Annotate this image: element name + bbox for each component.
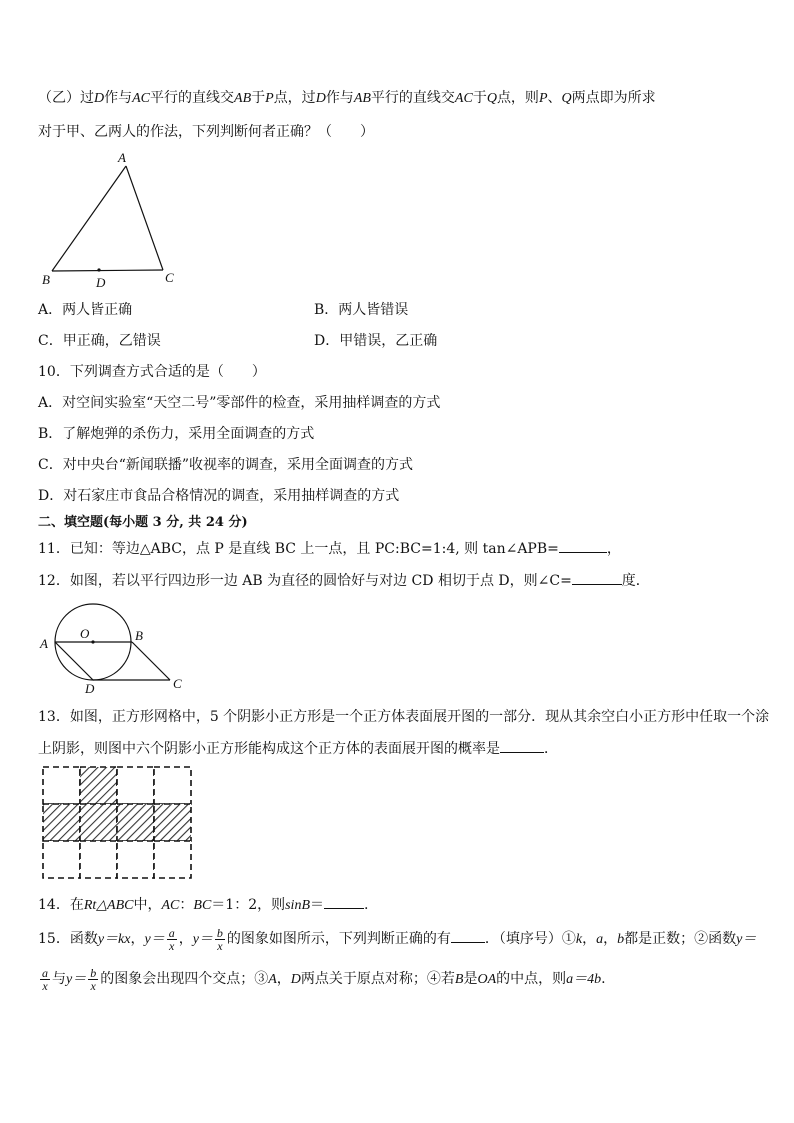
point-label: D bbox=[94, 91, 105, 106]
text: 的中点，则 bbox=[496, 971, 567, 987]
q12-text: 12．如图，若以平行四边形一边 AB 为直径的圆恰好与对边 CD 相切于点 D，则∠C= bbox=[38, 573, 572, 589]
point-o bbox=[91, 640, 94, 643]
text: 与 bbox=[52, 971, 66, 987]
numerator: b bbox=[216, 925, 223, 940]
math: k bbox=[575, 932, 583, 947]
math: y＝ bbox=[66, 972, 87, 987]
fraction-a-over-x bbox=[40, 967, 50, 992]
q13-text: 上阴影，则图中六个阴影小正方形能构成这个正方体的表面展开图的概率是 bbox=[38, 741, 500, 757]
label-o: O bbox=[80, 626, 90, 641]
math: sinB bbox=[285, 898, 310, 913]
math: A bbox=[268, 972, 277, 987]
text: ， bbox=[582, 931, 597, 947]
q10-stem: 10．下列调查方式合适的是（ ） bbox=[38, 364, 266, 380]
segment-label: AC bbox=[454, 91, 473, 106]
grid-cell-shaded bbox=[80, 767, 117, 804]
grid-cell-blank bbox=[154, 841, 191, 878]
q10-option-c: C．对中央台“新闻联播”收视率的调查，采用全面调查的方式 bbox=[38, 457, 414, 473]
denominator: x bbox=[90, 978, 96, 993]
grid-cell-blank bbox=[80, 841, 117, 878]
text: 两点即为所求 bbox=[571, 90, 656, 106]
q9-option-a: A．两人皆正确 bbox=[38, 302, 133, 318]
q9-option-c: C．甲正确，乙错误 bbox=[38, 333, 161, 349]
point-d bbox=[97, 268, 100, 271]
math: b bbox=[617, 932, 625, 947]
text: ．（填序号）① bbox=[484, 931, 576, 947]
text: ． bbox=[544, 741, 558, 757]
text: 中， bbox=[133, 897, 162, 913]
grid-cell-shaded bbox=[117, 804, 154, 841]
math: a bbox=[596, 932, 604, 947]
point-label: Q bbox=[561, 91, 572, 106]
label-c: C bbox=[173, 676, 182, 691]
text: 14．在 bbox=[38, 897, 84, 913]
q9-option-d: D．甲错误，乙正确 bbox=[314, 333, 438, 349]
grid-cell-blank bbox=[117, 767, 154, 804]
q15-line1 bbox=[38, 926, 756, 953]
label-d: D bbox=[85, 681, 95, 696]
parallelogram-circle-figure bbox=[36, 600, 196, 700]
math: y＝kx bbox=[97, 932, 131, 947]
text: . bbox=[364, 897, 369, 913]
text: 点，则 bbox=[496, 90, 539, 106]
math: y＝ bbox=[144, 932, 165, 947]
text: 平行的直线交 bbox=[150, 90, 235, 106]
side-ac bbox=[126, 166, 163, 270]
numerator: a bbox=[42, 965, 48, 980]
math: BC bbox=[193, 898, 212, 913]
math: a＝4b bbox=[566, 972, 602, 987]
math: Rt bbox=[83, 898, 97, 913]
text: . bbox=[601, 971, 606, 987]
q11 bbox=[38, 538, 621, 559]
text: 作与 bbox=[325, 90, 354, 106]
numerator: a bbox=[168, 925, 175, 940]
grid-cell-blank bbox=[154, 767, 191, 804]
answer-blank bbox=[572, 570, 622, 585]
text: 度． bbox=[621, 573, 650, 589]
grid-cell-blank bbox=[43, 841, 80, 878]
q12 bbox=[38, 570, 650, 591]
text: 两点关于原点对称；④若 bbox=[300, 971, 455, 987]
numerator: b bbox=[90, 965, 97, 980]
math: B bbox=[454, 972, 464, 987]
q10-option-b: B．了解炮弹的杀伤力，采用全面调查的方式 bbox=[38, 426, 315, 442]
grid-cell-shaded bbox=[43, 804, 80, 841]
text: ： bbox=[179, 897, 194, 913]
point-label: P bbox=[265, 91, 274, 106]
answer-blank bbox=[451, 928, 485, 943]
text: ， bbox=[603, 931, 618, 947]
q10-option-d: D．对石家庄市食品合格情况的调查，采用抽样调查的方式 bbox=[38, 488, 400, 504]
text: （乙）过 bbox=[38, 90, 94, 106]
segment-label: AC bbox=[132, 91, 151, 106]
grid-cell-blank bbox=[117, 841, 154, 878]
text: 是 bbox=[463, 971, 478, 987]
segment-label: AB bbox=[234, 91, 252, 106]
side-bc bbox=[132, 642, 170, 680]
q15-line2 bbox=[38, 966, 606, 993]
q9-stem: 对于甲、乙两人的作法，下列判断何者正确？（ ） bbox=[38, 124, 374, 140]
segment-label: AB bbox=[353, 91, 371, 106]
triangle-abc-figure bbox=[36, 148, 186, 288]
q9-option-b: B．两人皆错误 bbox=[314, 302, 409, 318]
fraction-b-over-x bbox=[215, 927, 225, 952]
denominator: x bbox=[217, 938, 223, 953]
text: ， bbox=[178, 931, 193, 947]
answer-blank bbox=[324, 894, 364, 909]
answer-blank bbox=[559, 538, 607, 553]
point-label: P bbox=[538, 91, 548, 106]
text: ， bbox=[606, 541, 621, 557]
yi-method-line bbox=[38, 88, 656, 109]
label-b: B bbox=[42, 272, 50, 287]
q14 bbox=[38, 894, 368, 916]
math: y＝ bbox=[192, 932, 213, 947]
net-grid-figure bbox=[40, 765, 196, 883]
label-a: A bbox=[118, 150, 126, 165]
text: ， bbox=[276, 971, 291, 987]
grid-cell-shaded bbox=[80, 804, 117, 841]
text: ＝1：2，则 bbox=[211, 897, 286, 913]
answer-blank bbox=[500, 738, 544, 753]
text: 、 bbox=[547, 90, 562, 106]
math: y＝ bbox=[736, 932, 757, 947]
math: AC bbox=[161, 898, 180, 913]
point-label: Q bbox=[486, 91, 497, 106]
q13-line1: 13．如图，正方形网格中，5 个阴影小正方形是一个正方体表面展开图的一部分．现从其余空白小正方形中任取一个涂 bbox=[38, 709, 770, 725]
text: 作与 bbox=[104, 90, 133, 106]
side-bc bbox=[52, 270, 163, 271]
label-a: A bbox=[40, 636, 48, 651]
text: 平行的直线交 bbox=[370, 90, 455, 106]
q10-option-a: A．对空间实验室“天空二号”零部件的检查，采用抽样调查的方式 bbox=[38, 395, 441, 411]
denominator: x bbox=[169, 938, 175, 953]
math: OA bbox=[477, 972, 497, 987]
side-ab bbox=[52, 166, 126, 271]
text: 于 bbox=[472, 90, 487, 106]
label-c: C bbox=[165, 270, 174, 285]
grid-cell-blank bbox=[43, 767, 80, 804]
q13-line2 bbox=[38, 738, 558, 759]
grid-cell-shaded bbox=[154, 804, 191, 841]
text: 于 bbox=[251, 90, 266, 106]
fraction-a-over-x bbox=[167, 927, 177, 952]
label-b: B bbox=[135, 628, 143, 643]
text: 15．函数 bbox=[38, 931, 98, 947]
math: △ABC bbox=[96, 898, 134, 913]
text: 都是正数；②函数 bbox=[624, 931, 737, 947]
text: 的图象如图所示，下列判断正确的有 bbox=[226, 931, 451, 947]
text: ， bbox=[130, 931, 145, 947]
denominator: x bbox=[42, 978, 48, 993]
q11-text: 11．已知：等边△ABC，点 P 是直线 BC 上一点，且 PC:BC=1:4, 则 tan∠APB= bbox=[38, 541, 559, 557]
point-label: D bbox=[315, 91, 326, 106]
text: ＝ bbox=[310, 897, 324, 913]
text: 点，过 bbox=[273, 90, 316, 106]
text: 的图象会出现四个交点；③ bbox=[100, 971, 269, 987]
section-title-fill-blank: 二、填空题(每小题 3 分, 共 24 分) bbox=[38, 515, 248, 530]
math: D bbox=[290, 972, 301, 987]
label-d: D bbox=[96, 275, 106, 288]
fraction-b-over-x bbox=[88, 967, 98, 992]
